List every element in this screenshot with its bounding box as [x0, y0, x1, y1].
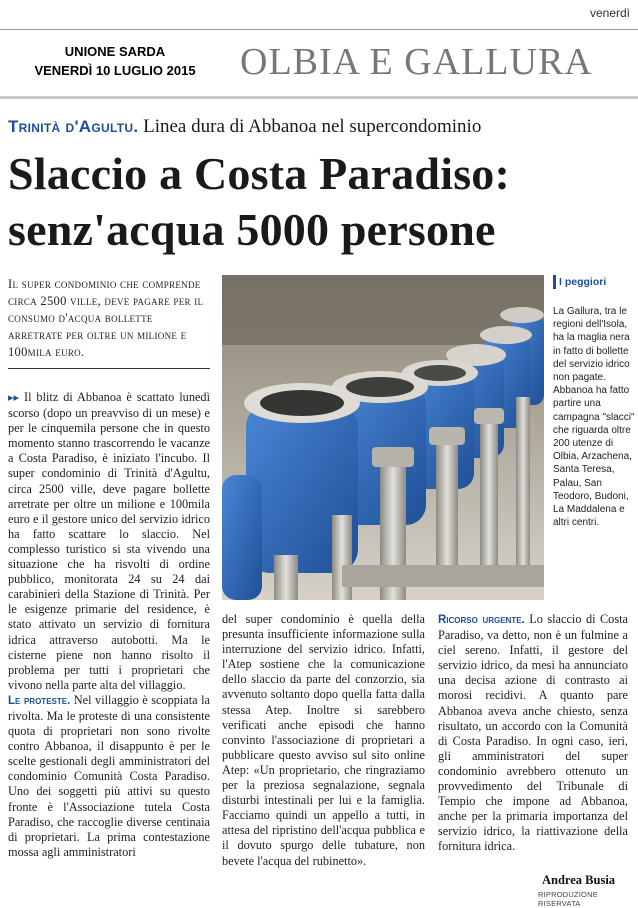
col1-paragraph-1: Il blitz di Abbanoa è scattato lunedì scorso (dopo un preavviso di un mese) e per le cinquemila persone che in questo momento stanno trascorrendo le vacanze a Costa Paradiso, è iniziato l'incubo. Il super condominio di Trinità d'Agultu, circa 2500 ville, deve pagare bollette arretrate per oltre un milione e 100mila euro e il gestore unico del servizio idrico ha fatto scattare lo slaccio. Nel complesso turistico si sta vivendo una situazione che ha risvolti di ordine pubblico, monitorata 24 su 24 dai carabinieri della Stazione di Trinità. Per le esigenze primarie del residence, è stato attivato un servizio di fornitura idrica attraverso autobotti. Ma le cisterne piene non hanno risolto il problema per tutti i proprietari che vivono nella parte alta del villaggio.: [8, 390, 210, 692]
headline-line-2: senz'acqua 5000 persone: [8, 204, 496, 255]
water-meters-photo: [222, 275, 544, 600]
sidebar-box: [553, 275, 635, 529]
header-band: [0, 96, 638, 99]
section-title: OLBIA E GALLURA: [240, 41, 593, 83]
sidebar-tag: I peggiori: [553, 275, 635, 289]
kicker: [8, 116, 481, 138]
headline: [8, 146, 633, 258]
col3-lead: Ricorso urgente.: [438, 614, 525, 626]
kicker-place: Trinità d'Agultu.: [8, 117, 139, 136]
water-meters-icon: [222, 275, 544, 600]
bullet-arrow-icon: ▸▸: [8, 392, 20, 404]
article-summary: Il super condominio che comprende circa 2500 ville, deve pagare per il consumo d'acqua bollette arretrate per oltre un milione e 100mila euro.: [8, 277, 204, 359]
column-3: [438, 612, 628, 870]
column-1: [8, 390, 210, 900]
col1-paragraph-2: Nel villaggio è scoppiata la rivolta. Ma le proteste di una consistente quota di proprietari non sono rivolte contro Abbanoa, il disappunto è per le scelte gestionali degli amministratori del condominio Comunità Costa Paradiso. Uno dei soggetti più attivi su questo fronte è l'Associazione tutela Costa Paradiso, che raccoglie diverse centinaia di proprietari. La prima contestazione mossa agli amministratori: [8, 692, 210, 859]
sidebar-text: La Gallura, tra le regioni dell'Isola, ha la maglia nera in fatto di bollette del servizio idrico non pagate. Abbanoa ha fatto partire una campagna "slacci" che riguarda oltre 200 utenze di Olbia, Arzachena, Santa Teresa, Palau, San Teodoro, Budoni, La Maddalena e altri centri.: [553, 306, 635, 529]
headline-line-1: Slaccio a Costa Paradiso:: [8, 148, 511, 199]
column-2: [222, 612, 425, 902]
col2-paragraph-1: del super condominio è quella della presunta insufficiente informazione sulla interruzione del servizio idrico. Infatti, l'Atep sostiene che la comunicazione dello slaccio da parte del conzorzio, sia avvenuto soltanto dopo quella fatta dalla stessa Atep. Inoltre si sarebbero verificati anche episodi che hanno convinto l'associazione di proprietari a pubblicare questo avviso sul sito online Atep: «Un proprietario, che ringraziamo per la preziosa segnalazione, segnala disturbi intestinali per lui e la famiglia. Facciamo quindi un appello a tutti, in attesa del ripristino dell'acqua pubblica e il dovuto spurgo delle tubature, non bevete l'acqua del rubinetto».: [222, 612, 425, 868]
source-label: [10, 42, 220, 80]
col1-lead: Le proteste.: [8, 694, 71, 707]
top-rule: [0, 29, 638, 30]
page-day: venerdì: [589, 6, 630, 20]
rights-notice: RIPRODUZIONE RISERVATA: [538, 890, 598, 908]
source-date: VENERDÌ 10 LUGLIO 2015: [34, 63, 196, 78]
source-name: UNIONE SARDA: [64, 44, 166, 59]
col3-paragraph-1: Lo slaccio di Costa Paradiso, va detto, non è un fulmine a ciel sereno. Infatti, il gestore del servizio idrico, da mesi ha annunciato una decisa azione di contrasto ai morosi recidivi. A quanto pare Abbanoa aveva anche chiesto, senza risultato, un accordo con la Comunità di Costa Paradiso. In ogni caso, ieri, gli amministratori del super condominio avrebbero ottenuto un provvedimento del Tribunale di Tempio che impone ad Abbanoa, anche per la primaria importanza del servizio idrico, la riattivazione della fornitura idrica.: [438, 612, 628, 854]
kicker-text: Linea dura di Abbanoa nel supercondominio: [143, 116, 482, 137]
author-signature: Andrea Busia: [542, 873, 616, 887]
summary-rule: [8, 368, 210, 369]
